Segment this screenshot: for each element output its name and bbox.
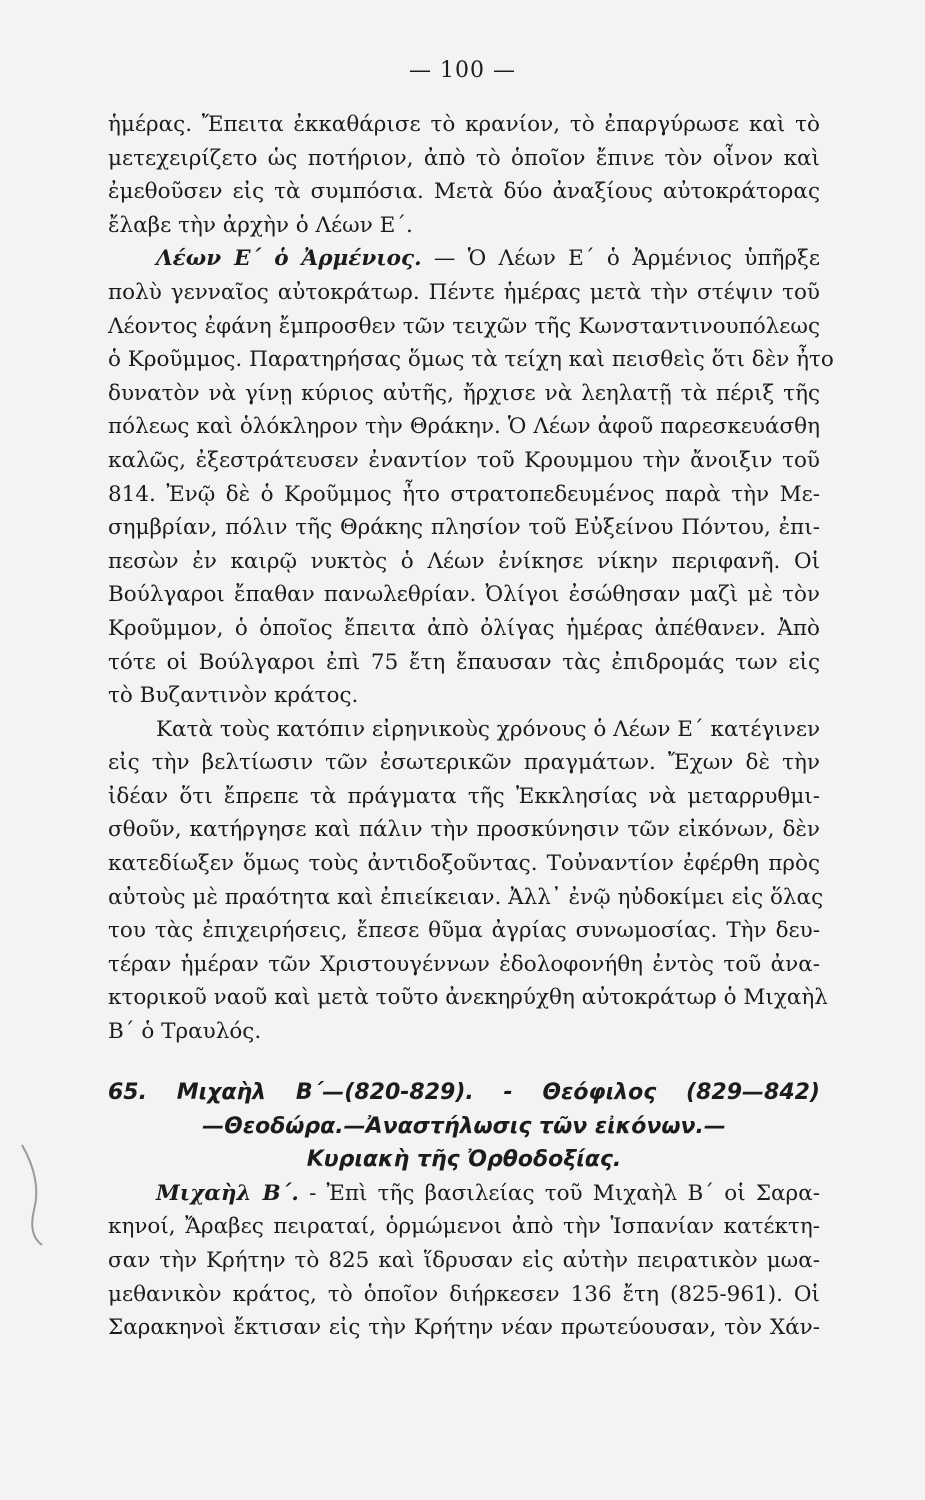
text-line: Σαρακηνοὶ ἔκτισαν εἰς τὴν Κρήτην νέαν πρωτεύουσαν, τὸν Χάν- bbox=[108, 1315, 820, 1341]
text-line: Β΄ ὁ Τραυλός. bbox=[108, 1019, 262, 1045]
text-line: κατεδίωξεν ὅμως τοὺς ἀντιδοξοῦντας. Τοὐναντίον ἐφέρθη πρὸς bbox=[108, 851, 820, 877]
text-line: δυνατὸν νὰ γίνῃ κύριος αὐτῆς, ἤρχισε νὰ λεηλατῇ τὰ πέριξ τῆς bbox=[108, 380, 820, 406]
text-line: πολὺ γενναῖος αὐτοκράτωρ. Πέντε ἡμέρας μετὰ τὴν στέψιν τοῦ bbox=[108, 279, 820, 305]
text-line: ὁ Κροῦμμος. Παρατηρήσας ὅμως τὰ τείχη καὶ πεισθεὶς ὅτι δὲν ἦτο bbox=[108, 347, 834, 373]
text-line: κτορικοῦ ναοῦ καὶ μετὰ τοῦτο ἀνεκηρύχθη αὐτοκράτωρ ὁ Μιχαὴλ bbox=[108, 985, 828, 1011]
text-line: τότε οἱ Βούλγαροι ἐπὶ 75 ἔτη ἔπαυσαν τὰς ἐπιδρομάς των εἰς bbox=[108, 649, 820, 675]
text-line: Βούλγαροι ἔπαθαν πανωλεθρίαν. Ὀλίγοι ἐσώθησαν μαζὶ μὲ τὸν bbox=[108, 582, 820, 608]
text-line: εἰς τὴν βελτίωσιν τῶν ἐσωτερικῶν πραγμάτων. Ἔχων δὲ τὴν bbox=[108, 750, 820, 776]
section-heading-line1: 65. Μιχαὴλ Β΄—(820-829). - Θεόφιλος (829—842) bbox=[108, 1080, 820, 1105]
leon-heading: Λέων Ε΄ ὁ Ἀρμένιος. bbox=[156, 246, 422, 272]
michael-heading: Μιχαὴλ Β΄. bbox=[156, 1180, 299, 1206]
margin-pencil-mark bbox=[12, 1140, 52, 1250]
michael-paragraph-start bbox=[108, 1177, 820, 1211]
leon-paragraph-start bbox=[108, 242, 820, 276]
text-line: τέραν ἡμέραν τῶν Χριστουγέννων ἐδολοφονήθη ἐντὸς τοῦ ἀνα- bbox=[108, 951, 820, 977]
text-line: σαν τὴν Κρήτην τὸ 825 καὶ ἵδρυσαν εἰς αὐτὴν πειρατικὸν μωα- bbox=[108, 1247, 820, 1273]
leon-heading-rest: — Ὁ Λέων Ε΄ ὁ Ἀρμένιος ὑπῆρξε bbox=[433, 246, 820, 272]
text-line: ἰδέαν ὅτι ἔπρεπε τὰ πράγματα τῆς Ἐκκλησίας νὰ μεταρρυθμι- bbox=[108, 783, 820, 809]
michael-heading-rest: - Ἐπὶ τῆς βασιλείας τοῦ Μιχαὴλ Β΄ οἱ Σαρα- bbox=[309, 1180, 820, 1206]
text-line: πόλεως καὶ ὁλόκληρον τὴν Θράκην. Ὁ Λέων ἀφοῦ παρεσκευάσθη bbox=[108, 414, 820, 440]
page-number: — 100 — bbox=[409, 58, 516, 83]
text-line: μετεχειρίζετο ὡς ποτήριον, ἀπὸ τὸ ὁποῖον ἔπινε τὸν οἶνον καὶ bbox=[108, 145, 820, 171]
text-line: κηνοί, Ἄραβες πειραταί, ὁρμώμενοι ἀπὸ τὴν Ἱσπανίαν κατέκτη- bbox=[108, 1214, 820, 1240]
text-line: αὐτοὺς μὲ πραότητα καὶ ἐπιείκειαν. Ἀλλ᾽ ἐνῷ ηὐδοκίμει εἰς ὅλας bbox=[108, 884, 824, 910]
text-line: ἡμέρας. Ἔπειτα ἐκκαθάρισε τὸ κρανίον, τὸ ἐπαργύρωσε καὶ τὸ bbox=[108, 112, 820, 137]
text-line: 814. Ἐνῷ δὲ ὁ Κροῦμμος ἦτο στρατοπεδευμένος παρὰ τὴν Με- bbox=[108, 481, 820, 507]
main-text bbox=[108, 108, 834, 1049]
text-line: Κροῦμμον, ὁ ὁποῖος ἔπειτα ἀπὸ ὀλίγας ἡμέρας ἀπέθανεν. Ἀπὸ bbox=[108, 615, 820, 641]
text-line: ἐμεθοῦσεν εἰς τὰ συμπόσια. Μετὰ δύο ἀναξίους αὐτοκράτορας bbox=[108, 179, 820, 205]
section-65 bbox=[108, 1076, 820, 1345]
text-line: τὸ Βυζαντινὸν κράτος. bbox=[108, 683, 359, 709]
text-line: Κατὰ τοὺς κατόπιν εἰρηνικοὺς χρόνους ὁ Λέων Ε΄ κατέγινεν bbox=[156, 716, 821, 742]
text-line: καλῶς, ἐξεστράτευσεν ἐναντίον τοῦ Κρουμμου τὴν ἄνοιξιν τοῦ bbox=[108, 447, 820, 473]
text-line: του τὰς ἐπιχειρήσεις, ἔπεσε θῦμα ἀγρίας συνωμοσίας. Τὴν δευ- bbox=[108, 918, 820, 944]
section-heading-line2: —Θεοδώρα.—Ἀναστήλωσις τῶν εἰκόνων.— bbox=[202, 1113, 726, 1139]
text-line: πεσὼν ἐν καιρῷ νυκτὸς ὁ Λέων ἐνίκησε νίκην περιφανῆ. Οἱ bbox=[108, 548, 820, 574]
section-heading-line3: Κυριακὴ τῆς Ὀρθοδοξίας. bbox=[306, 1147, 622, 1173]
text-line: σθοῦν, κατήργησε καὶ πάλιν τὴν προσκύνησιν τῶν εἰκόνων, δὲν bbox=[108, 817, 820, 843]
text-line: μεθανικὸν κράτος, τὸ ὁποῖον διήρκεσεν 136 ἔτη (825-961). Οἱ bbox=[108, 1281, 820, 1307]
text-line: ἔλαβε τὴν ἀρχὴν ὁ Λέων Ε΄. bbox=[108, 212, 413, 238]
text-line: Λέοντος ἐφάνη ἔμπροσθεν τῶν τειχῶν τῆς Κωνσταντινουπόλεως bbox=[108, 313, 820, 339]
text-line: σημβρίαν, πόλιν τῆς Θράκης πλησίον τοῦ Εὐξείνου Πόντου, ἐπι- bbox=[108, 515, 820, 541]
